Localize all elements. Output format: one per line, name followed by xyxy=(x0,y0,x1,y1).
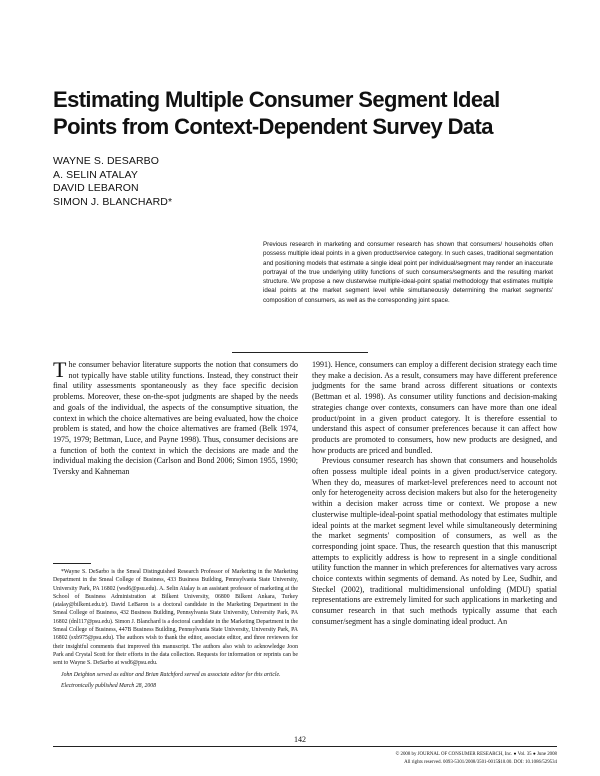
copyright-line: © 2008 by JOURNAL OF CONSUMER RESEARCH, Inc. ● Vol. 35 ● June 2008 xyxy=(395,752,557,757)
copyright-notice xyxy=(300,751,557,767)
article-title-line-2: Points from Context-Dependent Survey Data xyxy=(53,114,493,139)
footnote-editors xyxy=(53,671,298,679)
author-name: WAYNE S. DESARBO xyxy=(53,155,160,167)
body-paragraph xyxy=(53,357,298,478)
body-column-right xyxy=(312,360,557,628)
footnote-affiliations: *Wayne S. DeSarbo is the Smeal Distinguished Research Professor of Marketing in the Marketing Department in the Smeal College of Business, 433 Business Building, Pennsylvania State University, University Park, PA 16802 (wsd6@psu.edu). A. Selin Atalay is an assistant professor of marketing at the School of Business Administration at Bilkent University, 06800 Bilkent Ankara, Turkey (atalay@bilkent.edu.tr). David LeBaron is a doctoral candidate in the Marketing Department in the Smeal College of Business, 432 Business Building, Pennsylvania State University, University Park, PA 16802 (dnl117@psu.edu). Simon J. Blanchard is a doctoral candidate in the Marketing Department in the Smeal College of Business, 447B Business Building, Pennsylvania State University, University Park, PA 16802 (sxb975@psu.edu). The authors wish to thank the editor, associate editor, and three reviewers for their insightful comments that improved this manuscript. The authors also wish to acknowledge Joon Park and Crystal Scott for their efforts in the data collection. Requests for information or reprints can be sent to Wayne S. DeSarbo at wsd6@psu.edu. xyxy=(53,569,298,667)
body-paragraph: Previous consumer research has shown that consumers and households often possess multiple ideal points in a given product/service category. When they do, measures of market-level preferences need to account not only for heterogeneity across decision makers but also for the heterogeneity within a decision maker across time or context. We propose a new clusterwise multiple-ideal-point spatial methodology that estimates multiple ideal points at the market segment level while simultaneously determining the market segments' composition of consumers, as well as the corresponding joint space. Thus, the research question that this manuscript attempts to explicitly address is how to represent in a single conditional utility function the manner in which preferences for alternatives vary across choice contexts within segments of demand. As noted by Lee, Sudhir, and Steckel (2002), traditional multidimensional unfolding (MDU) spatial representations are extremely limited for such applications in marketing and consumer research in that such methods typically assume that each consumer/segment has a single dominating ideal product. An xyxy=(312,456,557,626)
bottom-rule xyxy=(53,746,557,747)
footnote-editors-text: John Deighton served as editor and Brian Ratchford served as associate editor for this article. xyxy=(61,671,281,678)
body-column-left xyxy=(53,357,298,478)
article-title-line-1: Estimating Multiple Consumer Segment Ideal xyxy=(53,87,500,112)
footnote-rule xyxy=(53,563,91,564)
body-paragraph: 1991). Hence, consumers can employ a different decision strategy each time they make a decision. As a result, consumers may have different preference judgments for the same brand across different situations or contexts (Bettman et al. 1998). As consumer utility functions and decision-making strategies change over contexts, consumers can have more than one ideal product/point in a given product category. It is therefore essential to understand this aspect of consumer preferences because it can affect how products are promoted to consumers, how new products are designed, and how products are priced and bundled. xyxy=(312,360,557,455)
copyright-line: All rights reserved. 0093-5301/2008/3501-0015$10.00. DOI: 10.1086/529534 xyxy=(404,760,557,765)
author-name: DAVID LEBARON xyxy=(53,182,139,194)
author-footnote xyxy=(53,568,298,693)
author-name: A. SELIN ATALAY xyxy=(53,168,138,181)
page-number: 142 xyxy=(294,735,306,744)
drop-cap: T xyxy=(53,357,67,382)
footnote-published xyxy=(53,682,298,690)
section-divider xyxy=(232,352,368,353)
footnote-published-text: Electronically published March 28, 2008 xyxy=(61,682,157,689)
article-title xyxy=(53,86,553,140)
paragraph-text: he consumer behavior literature supports the notion that consumers do not typically have stable utility functions. Instead, they construct their final utility assessments spontaneously as they face specific decision problems. Moreover, these on-the-spot judgments are shaped by the needs and goals of the individual, the aspects of the consumptive situation, the context in which the choice alternatives are being evaluated, how the choice problem is stated, and how the choice alternatives are framed (Belk 1974, 1975, 1979; Bettman, Luce, and Payne 1998). Thus, consumer decisions are a function of both the context in which the decisions are made and the individual making the decision (Carlson and Bond 2006; Simon 1955, 1990; Tversky and Kahneman xyxy=(53,360,298,477)
author-list xyxy=(53,155,353,209)
abstract: Previous research in marketing and consumer research has shown that consumers/ households often possess multiple ideal points in a given product/service category. In such cases, traditional segmentation and positioning models that estimate a single ideal point per individual/segment may render an inaccurate portrayal of the true underlying utility functions of such consumers/segments and the resulting market structure. We propose a new clusterwise multiple-ideal-point spatial methodology that estimates multiple ideal points at the market segment level while simultaneously determining the market segments' composition of consumers, as well as the corresponding joint space. xyxy=(263,241,553,304)
author-name: SIMON J. BLANCHARD* xyxy=(53,195,173,208)
